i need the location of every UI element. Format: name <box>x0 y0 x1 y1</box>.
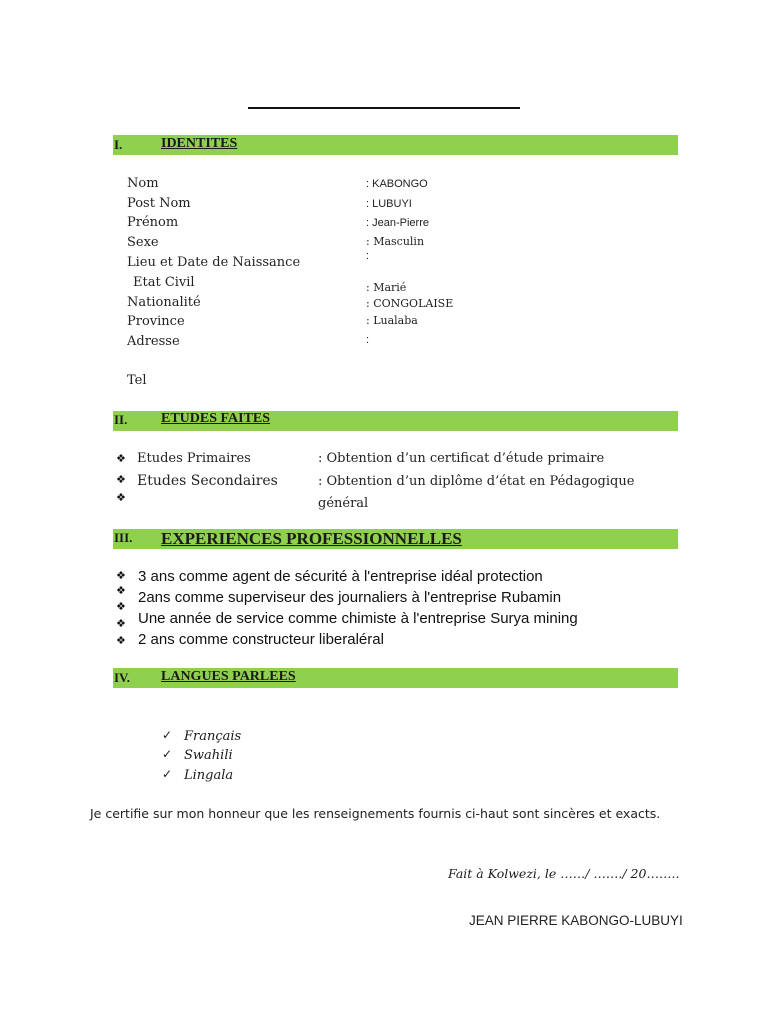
check-icon: ✓ <box>162 767 173 781</box>
label-etat-civil: Etat Civil <box>133 275 195 290</box>
signature-name: JEAN PIERRE KABONGO-LUBUYI <box>469 913 683 928</box>
diamond-bullet-icon: ❖ <box>116 452 126 465</box>
section-title-identites: IDENTITES <box>161 136 238 151</box>
value-nationalite: : CONGOLAISE <box>366 297 454 310</box>
experience-item: 2 ans comme constructeur liberaléral <box>138 631 384 648</box>
diamond-bullet-icon: ❖ <box>116 569 126 582</box>
language-item: Swahili <box>184 748 233 763</box>
label-sexe: Sexe <box>127 235 159 250</box>
label-nom: Nom <box>127 176 159 191</box>
section-number: I. <box>114 137 123 152</box>
label-lieu-date-naissance: Lieu et Date de Naissance <box>127 255 301 270</box>
label-nationalite: Nationalité <box>127 295 201 310</box>
value-etudes-secondaires: : Obtention d’un diplôme d’état en Pédagogique <box>318 474 635 489</box>
label-etudes-secondaires: Etudes Secondaires <box>137 473 278 489</box>
section-title-etudes: ETUDES FAITES <box>161 411 271 426</box>
experience-item: 2ans comme superviseur des journaliers à l'entreprise Rubamin <box>138 589 562 606</box>
value-lieu-date-naissance: : <box>366 250 370 262</box>
check-icon: ✓ <box>162 747 173 761</box>
label-post-nom: Post Nom <box>127 196 191 211</box>
value-province: : Lualaba <box>366 314 418 327</box>
experience-item: Une année de service comme chimiste à l'entreprise Surya mining <box>138 610 578 627</box>
certification-statement: Je certifie sur mon honneur que les renseignements fournis ci-haut sont sincères et exacts. <box>90 806 661 821</box>
check-icon: ✓ <box>162 728 173 742</box>
value-nom: : KABONGO <box>366 178 428 190</box>
value-etudes-primaires: : Obtention d’un certificat d’étude primaire <box>318 451 605 466</box>
value-sexe: : Masculin <box>366 235 425 248</box>
label-prenom: Prénom <box>127 215 179 230</box>
diamond-bullet-icon: ❖ <box>116 617 126 630</box>
value-prenom: : Jean-Pierre <box>366 217 429 229</box>
fait-a-line: Fait à Kolwezi, le ……/ ……./ 20…….. <box>448 866 680 881</box>
diamond-bullet-icon: ❖ <box>116 473 126 486</box>
section-number: IV. <box>114 670 131 685</box>
experience-item: 3 ans comme agent de sécurité à l'entreprise idéal protection <box>138 568 543 585</box>
diamond-bullet-icon: ❖ <box>116 584 126 597</box>
value-etat-civil: : Marié <box>366 281 407 294</box>
value-post-nom: : LUBUYI <box>366 198 412 210</box>
title-underline <box>248 107 520 109</box>
language-item: Français <box>184 729 242 744</box>
section-title-experiences: EXPERIENCES PROFESSIONNELLES <box>161 529 462 548</box>
language-item: Lingala <box>184 768 234 783</box>
section-number: III. <box>114 530 133 545</box>
diamond-bullet-icon: ❖ <box>116 634 126 647</box>
label-province: Province <box>127 314 185 329</box>
label-tel: Tel <box>127 373 147 388</box>
value-etudes-secondaires-line2: général <box>318 496 369 511</box>
section-number: II. <box>114 412 128 427</box>
label-etudes-primaires: Etudes Primaires <box>137 451 251 466</box>
section-title-langues: LANGUES PARLEES <box>161 669 296 684</box>
value-adresse: : <box>366 334 370 346</box>
diamond-bullet-icon: ❖ <box>116 491 126 504</box>
label-adresse: Adresse <box>127 334 180 349</box>
diamond-bullet-icon: ❖ <box>116 600 126 613</box>
